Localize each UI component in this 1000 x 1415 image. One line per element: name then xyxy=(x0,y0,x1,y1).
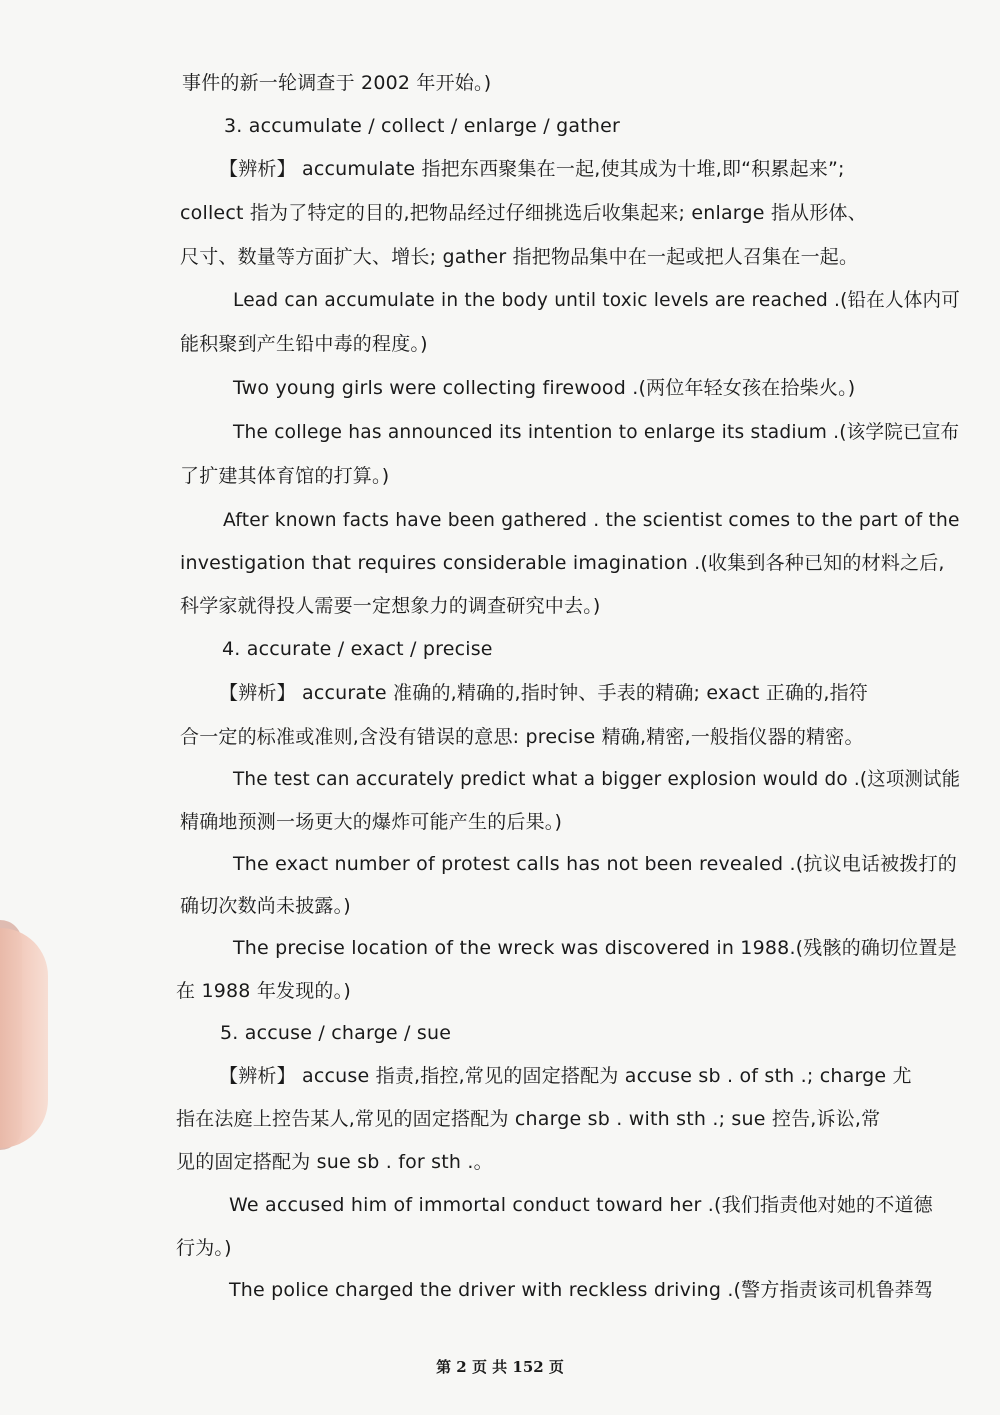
text-line-12: investigation that requires considerable imagination .(收集到各种已知的材料之后, xyxy=(180,552,945,574)
text-line-22: 在 1988 年发现的。) xyxy=(176,980,351,1002)
example-line-19: The exact number of protest calls has not been revealed .(抗议电话被拨打的 xyxy=(233,853,957,875)
text-line-24: 【辨析】 accuse 指责,指控,常见的固定搭配为 accuse sb . of sth .; charge 尤 xyxy=(219,1065,912,1087)
example-line-8: Two young girls were collecting firewood .(两位年轻女孩在拾柴火。) xyxy=(233,377,856,399)
page-footer: 第 2 页 共 152 页 xyxy=(436,1358,564,1376)
section-heading-4: 4. accurate / exact / precise xyxy=(222,638,493,660)
text-line-15: 【辨析】 accurate 准确的,精确的,指时钟、手表的精确; exact 正确的,指符 xyxy=(219,682,868,704)
text-line-3: 【辨析】 accumulate 指把东西聚集在一起,使其成为十堆,即“积累起来”; xyxy=(219,158,845,180)
example-line-11: After known facts have been gathered . the scientist comes to the part of the xyxy=(223,509,960,531)
section-heading-5: 5. accuse / charge / sue xyxy=(220,1022,452,1044)
text-line-13: 科学家就得投人需要一定想象力的调查研究中去。) xyxy=(180,595,601,617)
example-line-29: The police charged the driver with reckless driving .(警方指责该司机鲁莽驾 xyxy=(229,1279,934,1301)
text-line-7: 能积聚到产生铅中毒的程度。) xyxy=(180,333,428,355)
text-line-25: 指在法庭上控告某人,常见的固定搭配为 charge sb . with sth .; sue 控告,诉讼,常 xyxy=(176,1108,881,1130)
text-line-16: 合一定的标准或准则,含没有错误的意思: precise 精确,精密,一般指仪器的精密。 xyxy=(180,726,864,748)
text-line-18: 精确地预测一场更大的爆炸可能产生的后果。) xyxy=(180,811,563,833)
finger xyxy=(0,928,48,1148)
example-line-6: Lead can accumulate in the body until toxic levels are reached .(铅在人体内可 xyxy=(233,289,960,311)
text-line-5: 尺寸、数量等方面扩大、增长; gather 指把物品集中在一起或把人召集在一起。 xyxy=(180,246,859,268)
example-line-27: We accused him of immortal conduct toward her .(我们指责他对她的不道德 xyxy=(229,1194,933,1216)
text-line-20: 确切次数尚未披露。) xyxy=(180,895,351,917)
text-line-10: 了扩建其体育馆的打算。) xyxy=(180,465,390,487)
example-line-9: The college has announced its intention to enlarge its stadium .(该学院已宣布 xyxy=(233,421,960,443)
text-line-28: 行为。) xyxy=(176,1237,232,1259)
section-heading-3: 3. accumulate / collect / enlarge / gather xyxy=(224,115,620,137)
text-line-1: 事件的新一轮调查于 2002 年开始。) xyxy=(182,72,492,94)
text-line-4: collect 指为了特定的目的,把物品经过仔细挑选后收集起来; enlarge 指从形体、 xyxy=(180,202,867,224)
example-line-21: The precise location of the wreck was discovered in 1988.(残骸的确切位置是 xyxy=(233,937,957,959)
text-line-26: 见的固定搭配为 sue sb . for sth .。 xyxy=(176,1151,493,1173)
example-line-17: The test can accurately predict what a bigger explosion would do .(这项测试能 xyxy=(233,768,961,790)
